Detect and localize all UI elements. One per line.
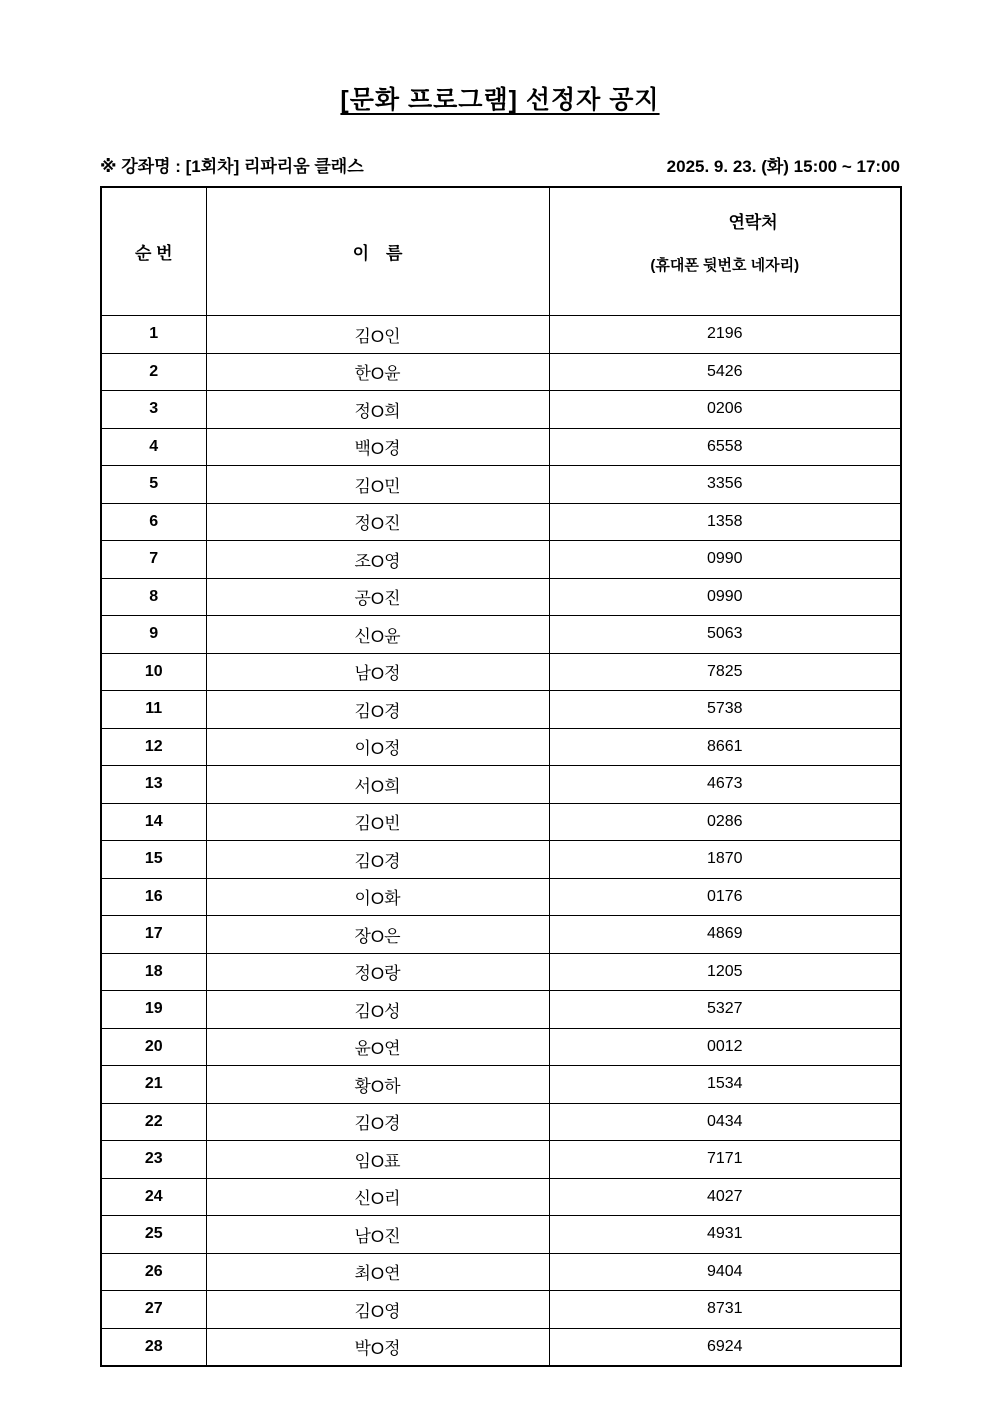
row-contact-cell: 5426: [549, 353, 901, 391]
row-contact-cell: 8731: [549, 1291, 901, 1329]
row-name-cell: 장O은: [206, 916, 549, 954]
row-contact-cell: 1870: [549, 841, 901, 879]
table-row: [101, 1141, 901, 1179]
row-name-cell: 백O경: [206, 428, 549, 466]
row-contact-cell: 7825: [549, 653, 901, 691]
table-row: [101, 691, 901, 729]
row-no-cell: 1: [101, 316, 206, 354]
row-name-cell: 김O빈: [206, 803, 549, 841]
row-name-cell: 남O정: [206, 653, 549, 691]
row-no-cell: 7: [101, 541, 206, 579]
table-row: [101, 353, 901, 391]
row-name-cell: 정O희: [206, 391, 549, 429]
row-name-cell: 남O진: [206, 1216, 549, 1254]
row-name-cell: 신O윤: [206, 616, 549, 654]
row-contact-cell: 0286: [549, 803, 901, 841]
table-row: [101, 803, 901, 841]
table-row: [101, 1028, 901, 1066]
row-no-cell: 9: [101, 616, 206, 654]
table-row: [101, 391, 901, 429]
row-no-cell: 5: [101, 466, 206, 504]
row-contact-cell: 4869: [549, 916, 901, 954]
row-name-cell: 정O진: [206, 503, 549, 541]
schedule-label: 2025. 9. 23. (화) 15:00 ~ 17:00: [666, 157, 900, 176]
row-contact-cell: 0990: [549, 541, 901, 579]
row-contact-cell: 3356: [549, 466, 901, 504]
row-no-cell: 27: [101, 1291, 206, 1329]
row-name-cell: 한O윤: [206, 353, 549, 391]
row-name-cell: 조O영: [206, 541, 549, 579]
row-name-cell: 김O인: [206, 316, 549, 354]
table-row: [101, 653, 901, 691]
row-contact-cell: 6924: [549, 1328, 901, 1366]
row-name-cell: 윤O연: [206, 1028, 549, 1066]
table-header-row: [101, 187, 901, 316]
row-no-cell: 16: [101, 878, 206, 916]
table-row: [101, 1178, 901, 1216]
table-row: [101, 466, 901, 504]
row-contact-cell: 1534: [549, 1066, 901, 1104]
row-contact-cell: 5327: [549, 991, 901, 1029]
table-row: [101, 578, 901, 616]
row-name-cell: 김O경: [206, 841, 549, 879]
row-no-cell: 10: [101, 653, 206, 691]
row-no-cell: 6: [101, 503, 206, 541]
row-contact-cell: 4673: [549, 766, 901, 804]
header-no: 순 번: [101, 187, 206, 316]
row-no-cell: 21: [101, 1066, 206, 1104]
row-contact-cell: 2196: [549, 316, 901, 354]
row-contact-cell: 9404: [549, 1253, 901, 1291]
table-row: [101, 991, 901, 1029]
row-no-cell: 17: [101, 916, 206, 954]
row-contact-cell: 5738: [549, 691, 901, 729]
row-no-cell: 2: [101, 353, 206, 391]
row-no-cell: 28: [101, 1328, 206, 1366]
table-row: [101, 1291, 901, 1329]
row-contact-cell: 4027: [549, 1178, 901, 1216]
header-contact-subtitle: (휴대폰 뒷번호 네자리): [650, 257, 800, 274]
row-no-cell: 14: [101, 803, 206, 841]
row-contact-cell: 8661: [549, 728, 901, 766]
table-row: [101, 916, 901, 954]
row-name-cell: 신O리: [206, 1178, 549, 1216]
row-name-cell: 김O경: [206, 1103, 549, 1141]
title-wrap: [100, 80, 900, 116]
page-title: [문화 프로그램] 선정자 공지: [340, 86, 660, 114]
row-contact-cell: 0990: [549, 578, 901, 616]
table-row: [101, 1253, 901, 1291]
row-contact-cell: 0206: [549, 391, 901, 429]
header-contact: [549, 187, 901, 316]
row-name-cell: 임O표: [206, 1141, 549, 1179]
participant-table: [100, 186, 902, 1367]
table-row: [101, 1216, 901, 1254]
row-name-cell: 김O민: [206, 466, 549, 504]
row-no-cell: 23: [101, 1141, 206, 1179]
table-row: [101, 503, 901, 541]
row-contact-cell: 0176: [549, 878, 901, 916]
row-no-cell: 18: [101, 953, 206, 991]
table-row: [101, 1328, 901, 1366]
table-row: [101, 1103, 901, 1141]
row-no-cell: 15: [101, 841, 206, 879]
row-contact-cell: 0012: [549, 1028, 901, 1066]
row-no-cell: 11: [101, 691, 206, 729]
table-row: [101, 766, 901, 804]
table-row: [101, 841, 901, 879]
row-name-cell: 최O연: [206, 1253, 549, 1291]
row-no-cell: 19: [101, 991, 206, 1029]
row-no-cell: 13: [101, 766, 206, 804]
table-row: [101, 1066, 901, 1104]
row-contact-cell: 7171: [549, 1141, 901, 1179]
row-name-cell: 이O화: [206, 878, 549, 916]
row-name-cell: 황O하: [206, 1066, 549, 1104]
row-name-cell: 박O정: [206, 1328, 549, 1366]
row-contact-cell: 0434: [549, 1103, 901, 1141]
row-no-cell: 22: [101, 1103, 206, 1141]
row-contact-cell: 6558: [549, 428, 901, 466]
table-row: [101, 616, 901, 654]
row-no-cell: 4: [101, 428, 206, 466]
table-row: [101, 316, 901, 354]
table-row: [101, 953, 901, 991]
row-name-cell: 김O영: [206, 1291, 549, 1329]
row-name-cell: 김O성: [206, 991, 549, 1029]
row-contact-cell: 1205: [549, 953, 901, 991]
row-no-cell: 3: [101, 391, 206, 429]
table-row: [101, 878, 901, 916]
row-name-cell: 서O희: [206, 766, 549, 804]
table-row: [101, 428, 901, 466]
row-no-cell: 8: [101, 578, 206, 616]
row-contact-cell: 1358: [549, 503, 901, 541]
row-name-cell: 정O랑: [206, 953, 549, 991]
table-row: [101, 541, 901, 579]
row-contact-cell: 4931: [549, 1216, 901, 1254]
row-no-cell: 12: [101, 728, 206, 766]
row-contact-cell: 5063: [549, 616, 901, 654]
course-name-label: ※ 강좌명 : [1회차] 리파리움 클래스: [100, 157, 364, 176]
table-body: [101, 316, 901, 1366]
row-no-cell: 20: [101, 1028, 206, 1066]
row-no-cell: 26: [101, 1253, 206, 1291]
course-info-row: [100, 152, 900, 177]
header-name: 이 름: [206, 187, 549, 316]
table-row: [101, 728, 901, 766]
row-name-cell: 공O진: [206, 578, 549, 616]
row-name-cell: 이O정: [206, 728, 549, 766]
row-name-cell: 김O경: [206, 691, 549, 729]
row-no-cell: 25: [101, 1216, 206, 1254]
header-contact-title: 연락처: [728, 213, 778, 232]
row-no-cell: 24: [101, 1178, 206, 1216]
